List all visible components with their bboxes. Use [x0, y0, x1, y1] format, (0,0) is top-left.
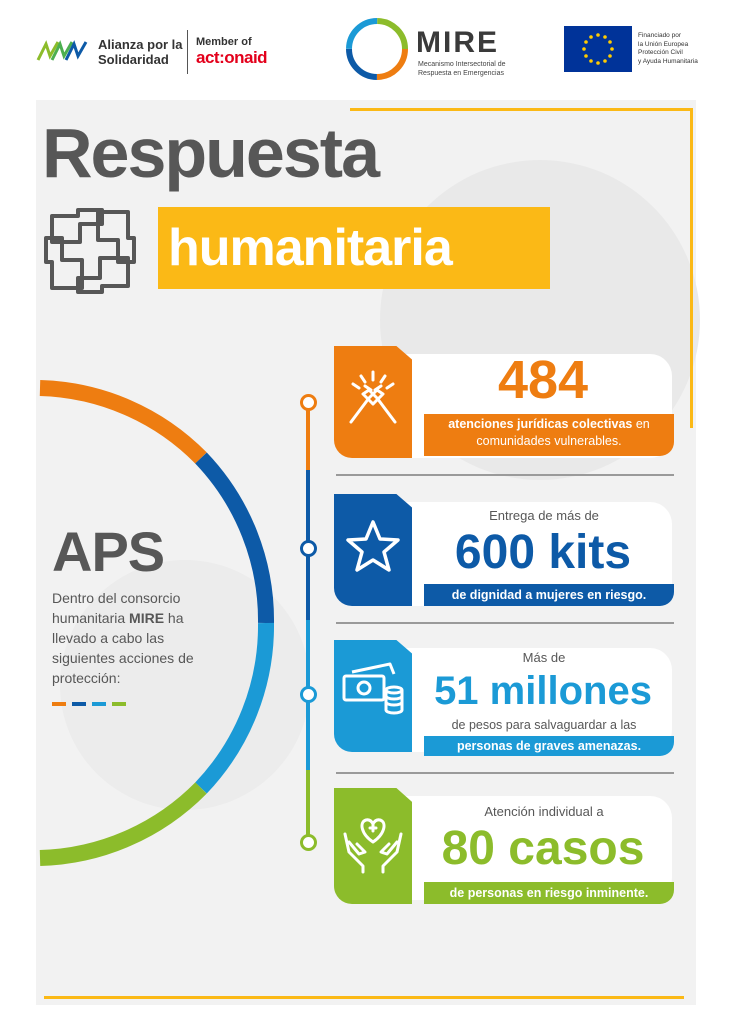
- item-icon-box: [334, 788, 412, 904]
- alianza-line2: Solidaridad: [98, 52, 169, 67]
- mire-circle-icon: [346, 18, 408, 80]
- timeline-dot: [300, 540, 317, 557]
- item-bar-bold: personas de graves amenazas.: [456, 739, 642, 753]
- frame-line-top: [350, 108, 692, 111]
- mire-title: MIRE: [416, 26, 499, 59]
- star-icon: [344, 518, 402, 576]
- eu-line1: Financiado por: [638, 32, 681, 39]
- item-bar-bold: de dignidad a mujeres en riesgo.: [451, 588, 647, 602]
- timeline-line: [306, 770, 310, 842]
- care-hands-icon: [341, 812, 405, 874]
- item-separator: [336, 622, 674, 624]
- item-pre: Atención individual a: [484, 804, 604, 819]
- alianza-waves-icon: [36, 38, 96, 66]
- actionaid-label: act:onaid: [196, 48, 268, 67]
- title-banner: [158, 207, 550, 289]
- item-bar-rest2: comunidades vulnerables.: [476, 434, 622, 448]
- frame-line-bottom: [44, 996, 684, 999]
- item-51-millones: [334, 640, 674, 758]
- item-separator: [336, 772, 674, 774]
- aps-desc-post: ha llevado a cabo las siguientes acciones de protección:: [52, 610, 194, 686]
- aps-heading: APS: [52, 520, 165, 583]
- item-separator: [336, 474, 674, 476]
- alianza-line1: Alianza por la: [98, 37, 183, 52]
- timeline-dot: [300, 394, 317, 411]
- item-484: [334, 346, 674, 464]
- item-bar-bold: atenciones jurídicas colectivas: [448, 417, 633, 431]
- item-bar: [424, 736, 674, 756]
- money-icon: [340, 660, 406, 720]
- item-icon-box: [334, 346, 412, 458]
- item-number: 80 casos: [441, 822, 645, 875]
- item-bar: [424, 414, 674, 456]
- item-icon-box: [334, 494, 412, 606]
- item-number: 51 millones: [434, 669, 652, 713]
- alianza-logo: [36, 34, 186, 70]
- eu-flag-icon: [564, 26, 632, 72]
- mire-sub-line1: Mecanismo Intersectorial de: [418, 61, 506, 68]
- item-number: 484: [497, 350, 589, 410]
- eu-line2: la Unión Europea: [638, 40, 689, 48]
- page-title: Respuesta: [42, 114, 379, 192]
- item-number: 600 kits: [454, 526, 632, 579]
- header-divider: [187, 30, 188, 74]
- item-bar-line1: de pesos para salvaguardar a las: [451, 718, 637, 732]
- page-subtitle: humanitaria: [168, 219, 452, 277]
- item-pre: Más de: [522, 650, 566, 665]
- eu-line3: Protección Civil: [638, 49, 683, 56]
- item-bar-rest: en: [632, 417, 650, 431]
- aps-description: [52, 588, 202, 688]
- item-bar-bold: de personas en riesgo inminente.: [449, 886, 649, 900]
- color-dashes: [52, 702, 132, 706]
- eu-line4: y Ayuda Humanitaria: [638, 57, 698, 65]
- item-600-kits: [334, 494, 674, 612]
- joined-hands-icon: [42, 202, 138, 298]
- mire-logo: [346, 18, 516, 82]
- item-bar: [424, 882, 674, 904]
- aps-desc-bold: MIRE: [129, 610, 165, 626]
- mire-sub-line2: Respuesta en Emergencias: [418, 70, 504, 77]
- item-bar: [424, 584, 674, 606]
- timeline-dot: [300, 686, 317, 703]
- member-of-label: Member of: [196, 36, 252, 48]
- aps-desc-pre: Dentro del consorcio humanitaria: [52, 590, 181, 626]
- timeline-dot: [300, 834, 317, 851]
- item-pre: Entrega de más de: [489, 508, 599, 523]
- item-icon-box: [334, 640, 412, 752]
- frame-line-right: [690, 108, 693, 428]
- actionaid-logo: [196, 36, 267, 68]
- handshake-icon: [343, 368, 403, 428]
- item-80-casos: [334, 788, 674, 906]
